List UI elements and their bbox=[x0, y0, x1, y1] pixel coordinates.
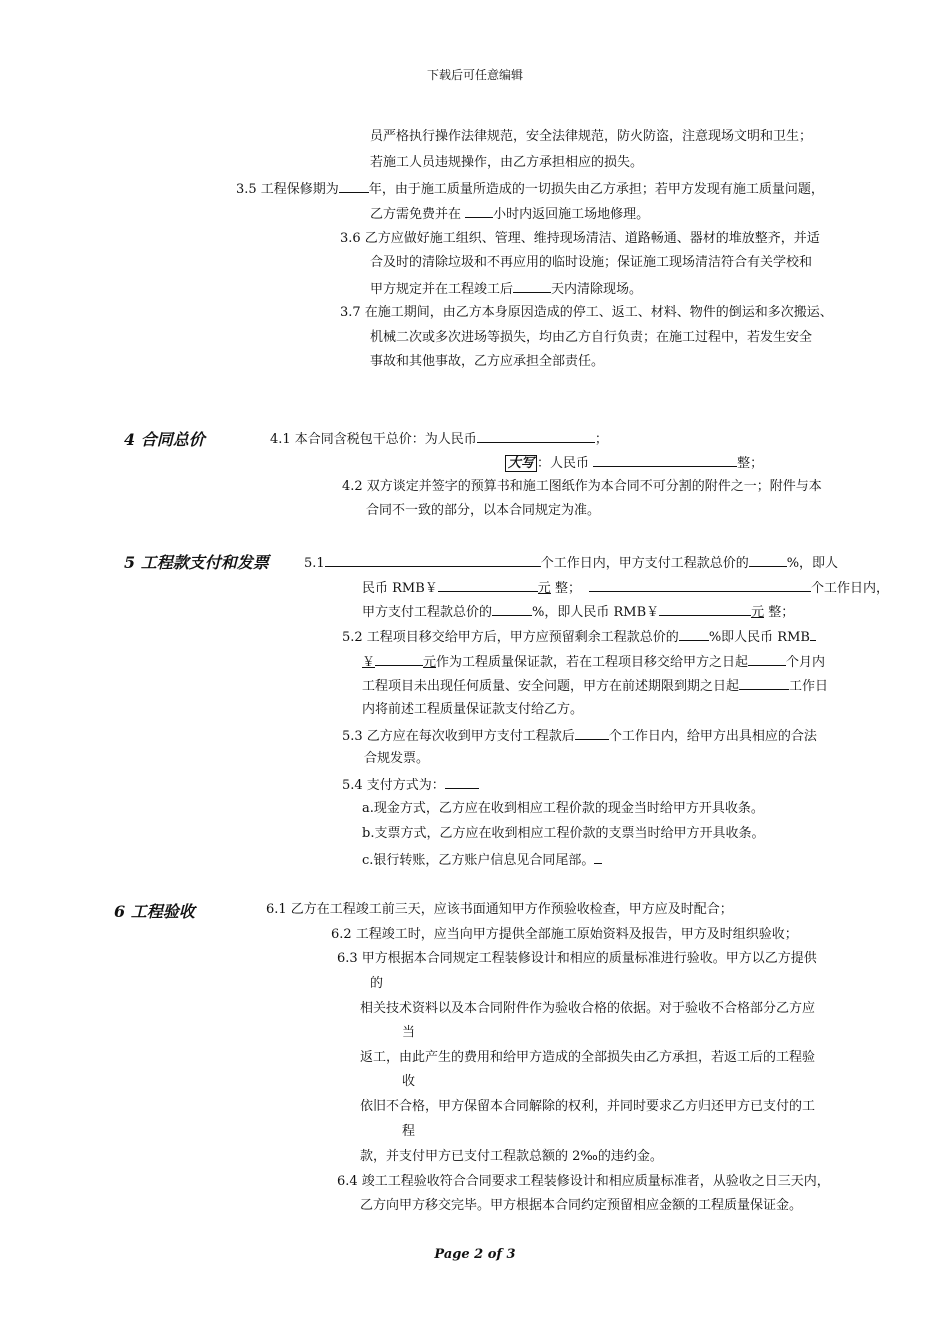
blank-field bbox=[679, 627, 709, 641]
clause-5-2: 5.2 工程项目移交给甲方后，甲方应预留剩余工程款总价的 %即人民币 RMB bbox=[342, 627, 816, 647]
clause-4-2-line: 合同不一致的部分，以本合同规定为准。 bbox=[366, 503, 601, 518]
clause-3-7: 3.7 在施工期间，由乙方本身原因造成的停工、返工、材料、物件的倒运和多次搬运、 bbox=[340, 305, 833, 320]
clause-6-3-wrap: 程 bbox=[402, 1124, 416, 1139]
clause-3-7-line: 事故和其他事故，乙方应承担全部责任。 bbox=[370, 354, 605, 369]
blank-field bbox=[492, 602, 532, 616]
clause-5-2-line: 内将前述工程质量保证款支付给乙方。 bbox=[362, 702, 584, 717]
payment-option-a: a.现金方式，乙方应在收到相应工程价款的现金当时给甲方开具收条。 bbox=[362, 801, 764, 816]
clause-5-1-line: 民币 RMB￥ 元 整； 个工作日内， bbox=[362, 578, 889, 598]
blank-field bbox=[325, 553, 541, 567]
clause-3-5: 3.5 工程保修期为 年，由于施工质量所造成的一切损失由乙方承担；若甲方发现有施工质量问题， bbox=[236, 179, 824, 199]
blank-field bbox=[465, 204, 493, 218]
clause-6-3-wrap: 收 bbox=[402, 1074, 416, 1089]
capital-label: 大写 bbox=[505, 455, 537, 472]
clause-6-3-wrap: 当 bbox=[402, 1025, 416, 1040]
clause-6-1: 6.1 乙方在工程竣工前三天，应该书面通知甲方作预验收检查，甲方应及时配合； bbox=[266, 902, 733, 917]
clause-6-3-line: 款，并支付甲方已支付工程款总额的 2‰的违约金。 bbox=[360, 1149, 663, 1164]
clause-6-4: 6.4 竣工工程验收符合合同要求工程装修设计和相应质量标准者，从验收之日三天内， bbox=[337, 1174, 830, 1189]
clause-3-6-line: 合及时的清除垃圾和不再应用的临时设施；保证施工现场清洁符合有关学校和 bbox=[370, 255, 813, 270]
blank-field bbox=[589, 578, 811, 592]
clause-5-3-line: 合规发票。 bbox=[364, 751, 430, 766]
payment-option-b: b.支票方式，乙方应在收到相应工程价款的支票当时给甲方开具收条。 bbox=[362, 826, 765, 841]
blank-field bbox=[477, 429, 595, 443]
page-header: 下载后可任意编辑 bbox=[426, 68, 523, 82]
clause-6-2: 6.2 工程竣工时，应当向甲方提供全部施工原始资料及报告，甲方及时组织验收； bbox=[331, 927, 798, 942]
clause-3-4-line: 若施工人员违规操作，由乙方承担相应的损失。 bbox=[370, 155, 644, 170]
blank-field bbox=[748, 652, 786, 666]
clause-5-2-line: ￥ 元作为工程质量保证款，若在工程项目移交给甲方之日起 个月内 bbox=[362, 652, 825, 672]
clause-6-3-wrap: 的 bbox=[370, 976, 384, 991]
clause-3-5-line: 乙方需免费并在 小时内返回施工场地修理。 bbox=[370, 204, 649, 224]
clause-5-4: 5.4 支付方式为： bbox=[342, 775, 479, 795]
blank-field bbox=[659, 602, 751, 616]
blank-field bbox=[438, 578, 538, 592]
clause-4-1: 4.1 本合同含税包干总价：为人民币 ； bbox=[270, 429, 608, 449]
clause-4-1-capital: 大写 ：人民币 整； bbox=[505, 453, 763, 473]
clause-5-2-line: 工程项目未出现任何质量、安全问题，甲方在前述期限到期之日起 工作日 bbox=[362, 676, 828, 696]
blank-field bbox=[593, 453, 737, 467]
clause-5-3: 5.3 乙方应在每次收到甲方支付工程款后 个工作日内，给甲方出具相应的合法 bbox=[342, 726, 817, 746]
blank-field bbox=[575, 726, 609, 740]
blank-field bbox=[445, 775, 479, 789]
clause-3-6: 3.6 乙方应做好施工组织、管理、维持现场清洁、道路畅通、器材的堆放整齐，并适 bbox=[340, 231, 820, 246]
clause-6-3-line: 依旧不合格，甲方保留本合同解除的权利，并同时要求乙方归还甲方已支付的工 bbox=[360, 1099, 816, 1114]
clause-6-4-line: 乙方向甲方移交完毕。甲方根据本合同约定预留相应金额的工程质量保证金。 bbox=[360, 1198, 803, 1213]
clause-6-3-line: 相关技术资料以及本合同附件作为验收合格的依据。对于验收不合格部分乙方应 bbox=[360, 1001, 816, 1016]
payment-option-c: c.银行转账，乙方账户信息见合同尾部。 bbox=[362, 850, 602, 870]
clause-3-4-line: 员严格执行操作法律规范，安全法律规范，防火防盗，注意现场文明和卫生； bbox=[370, 129, 813, 144]
clause-6-3-line: 返工，由此产生的费用和给甲方造成的全部损失由乙方承担，若返工后的工程验 bbox=[360, 1050, 816, 1065]
blank-field bbox=[375, 652, 423, 666]
page-number: Page 2 of 3 bbox=[434, 1247, 516, 1262]
blank-field bbox=[749, 553, 787, 567]
clause-5-1-line: 甲方支付工程款总价的 %，即人民币 RMB￥ 元 整； bbox=[362, 602, 794, 622]
clause-3-6-line: 甲方规定并在工程竣工后 天内清除现场。 bbox=[370, 279, 642, 299]
clause-6-3: 6.3 甲方根据本合同规定工程装修设计和相应的质量标准进行验收。甲方以乙方提供 bbox=[337, 951, 817, 966]
clause-3-7-line: 机械二次或多次进场等损失，均由乙方自行负责；在施工过程中，若发生安全 bbox=[370, 330, 813, 345]
blank-field bbox=[339, 179, 369, 193]
blank-field bbox=[513, 279, 551, 293]
clause-4-2: 4.2 双方谈定并签字的预算书和施工图纸作为本合同不可分割的附件之一；附件与本 bbox=[342, 479, 822, 494]
section-4-heading: 4 合同总价 bbox=[124, 430, 205, 449]
blank-field bbox=[739, 676, 789, 690]
section-6-heading: 6 工程验收 bbox=[114, 902, 195, 921]
section-5-heading: 5 工程款支付和发票 bbox=[124, 553, 269, 572]
clause-5-1: 5.1 个工作日内，甲方支付工程款总价的 %，即人 bbox=[304, 553, 838, 573]
